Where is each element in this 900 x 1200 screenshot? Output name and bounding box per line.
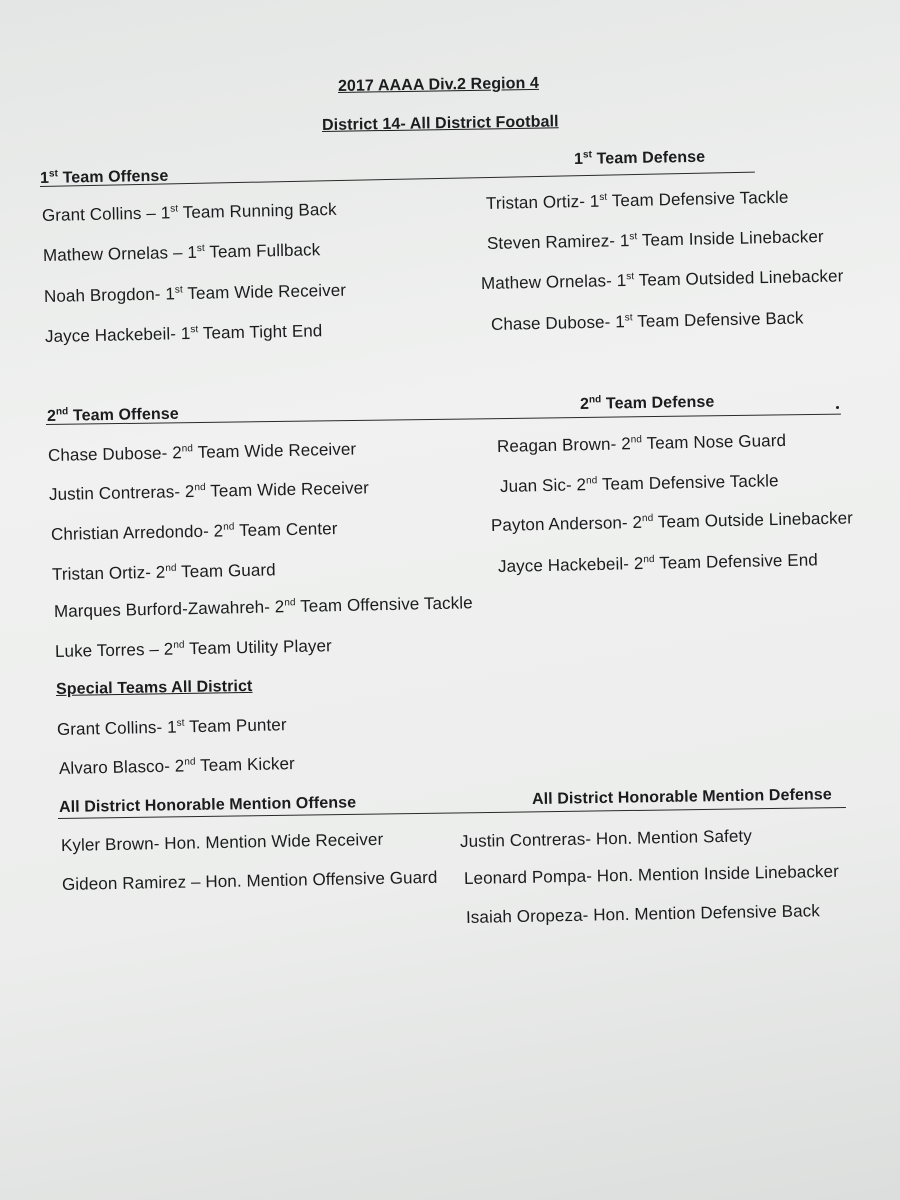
list-item: Justin Contreras- 2nd Team Wide Receiver [48,478,370,504]
heading-2nd-team-offense: 2nd Team Offense [46,405,179,425]
list-item: Tristan Ortiz- 1st Team Defensive Tackle [485,187,789,213]
list-item: Gideon Ramirez – Hon. Mention Offensive Guard [61,867,438,894]
stray-dot [836,406,839,409]
list-item: Chase Dubose- 2nd Team Wide Receiver [47,439,357,465]
heading-special-teams: Special Teams All District [55,677,253,698]
list-item: Leonard Pompa- Hon. Mention Inside Linebacker [463,861,840,888]
heading-1st-team-offense: 1st Team Offense [39,167,169,187]
list-item: Alvaro Blasco- 2nd Team Kicker [58,754,295,778]
list-item: Reagan Brown- 2nd Team Nose Guard [496,430,787,456]
list-item: Jayce Hackebeil- 1st Team Tight End [44,321,323,346]
heading-hm-offense: All District Honorable Mention Offense [58,794,357,816]
list-item: Juan Sic- 2nd Team Defensive Tackle [499,471,779,496]
list-item: Grant Collins- 1st Team Punter [56,715,287,739]
list-item: Luke Torres – 2nd Team Utility Player [54,636,333,661]
list-item: Isaiah Oropeza- Hon. Mention Defensive Back [465,901,821,927]
document-subtitle: District 14- All District Football [321,113,559,134]
heading-2nd-team-defense: 2nd Team Defense [579,393,715,413]
list-item: Jayce Hackebeil- 2nd Team Defensive End [497,550,819,576]
list-item: Mathew Ornelas- 1st Team Outsided Linebacker [480,266,844,293]
list-item: Steven Ramirez- 1st Team Inside Linebacker [486,226,824,253]
list-item: Justin Contreras- Hon. Mention Safety [459,826,753,851]
heading-1st-team-defense: 1st Team Defense [573,148,706,168]
list-item: Payton Anderson- 2nd Team Outside Linebacker [490,508,854,535]
list-item: Christian Arredondo- 2nd Team Center [50,519,338,544]
list-item: Mathew Ornelas – 1st Team Fullback [42,240,321,265]
list-item: Kyler Brown- Hon. Mention Wide Receiver [60,829,384,855]
list-item: Noah Brogdon- 1st Team Wide Receiver [43,280,347,306]
list-item: Grant Collins – 1st Team Running Back [41,199,337,225]
list-item: Tristan Ortiz- 2nd Team Guard [51,560,276,584]
heading-hm-defense: All District Honorable Mention Defense [531,786,832,808]
list-item: Chase Dubose- 1st Team Defensive Back [490,308,804,334]
document-title: 2017 AAAA Div.2 Region 4 [337,74,540,95]
list-item: Marques Burford-Zawahreh- 2nd Team Offensive Tackle [53,593,473,621]
